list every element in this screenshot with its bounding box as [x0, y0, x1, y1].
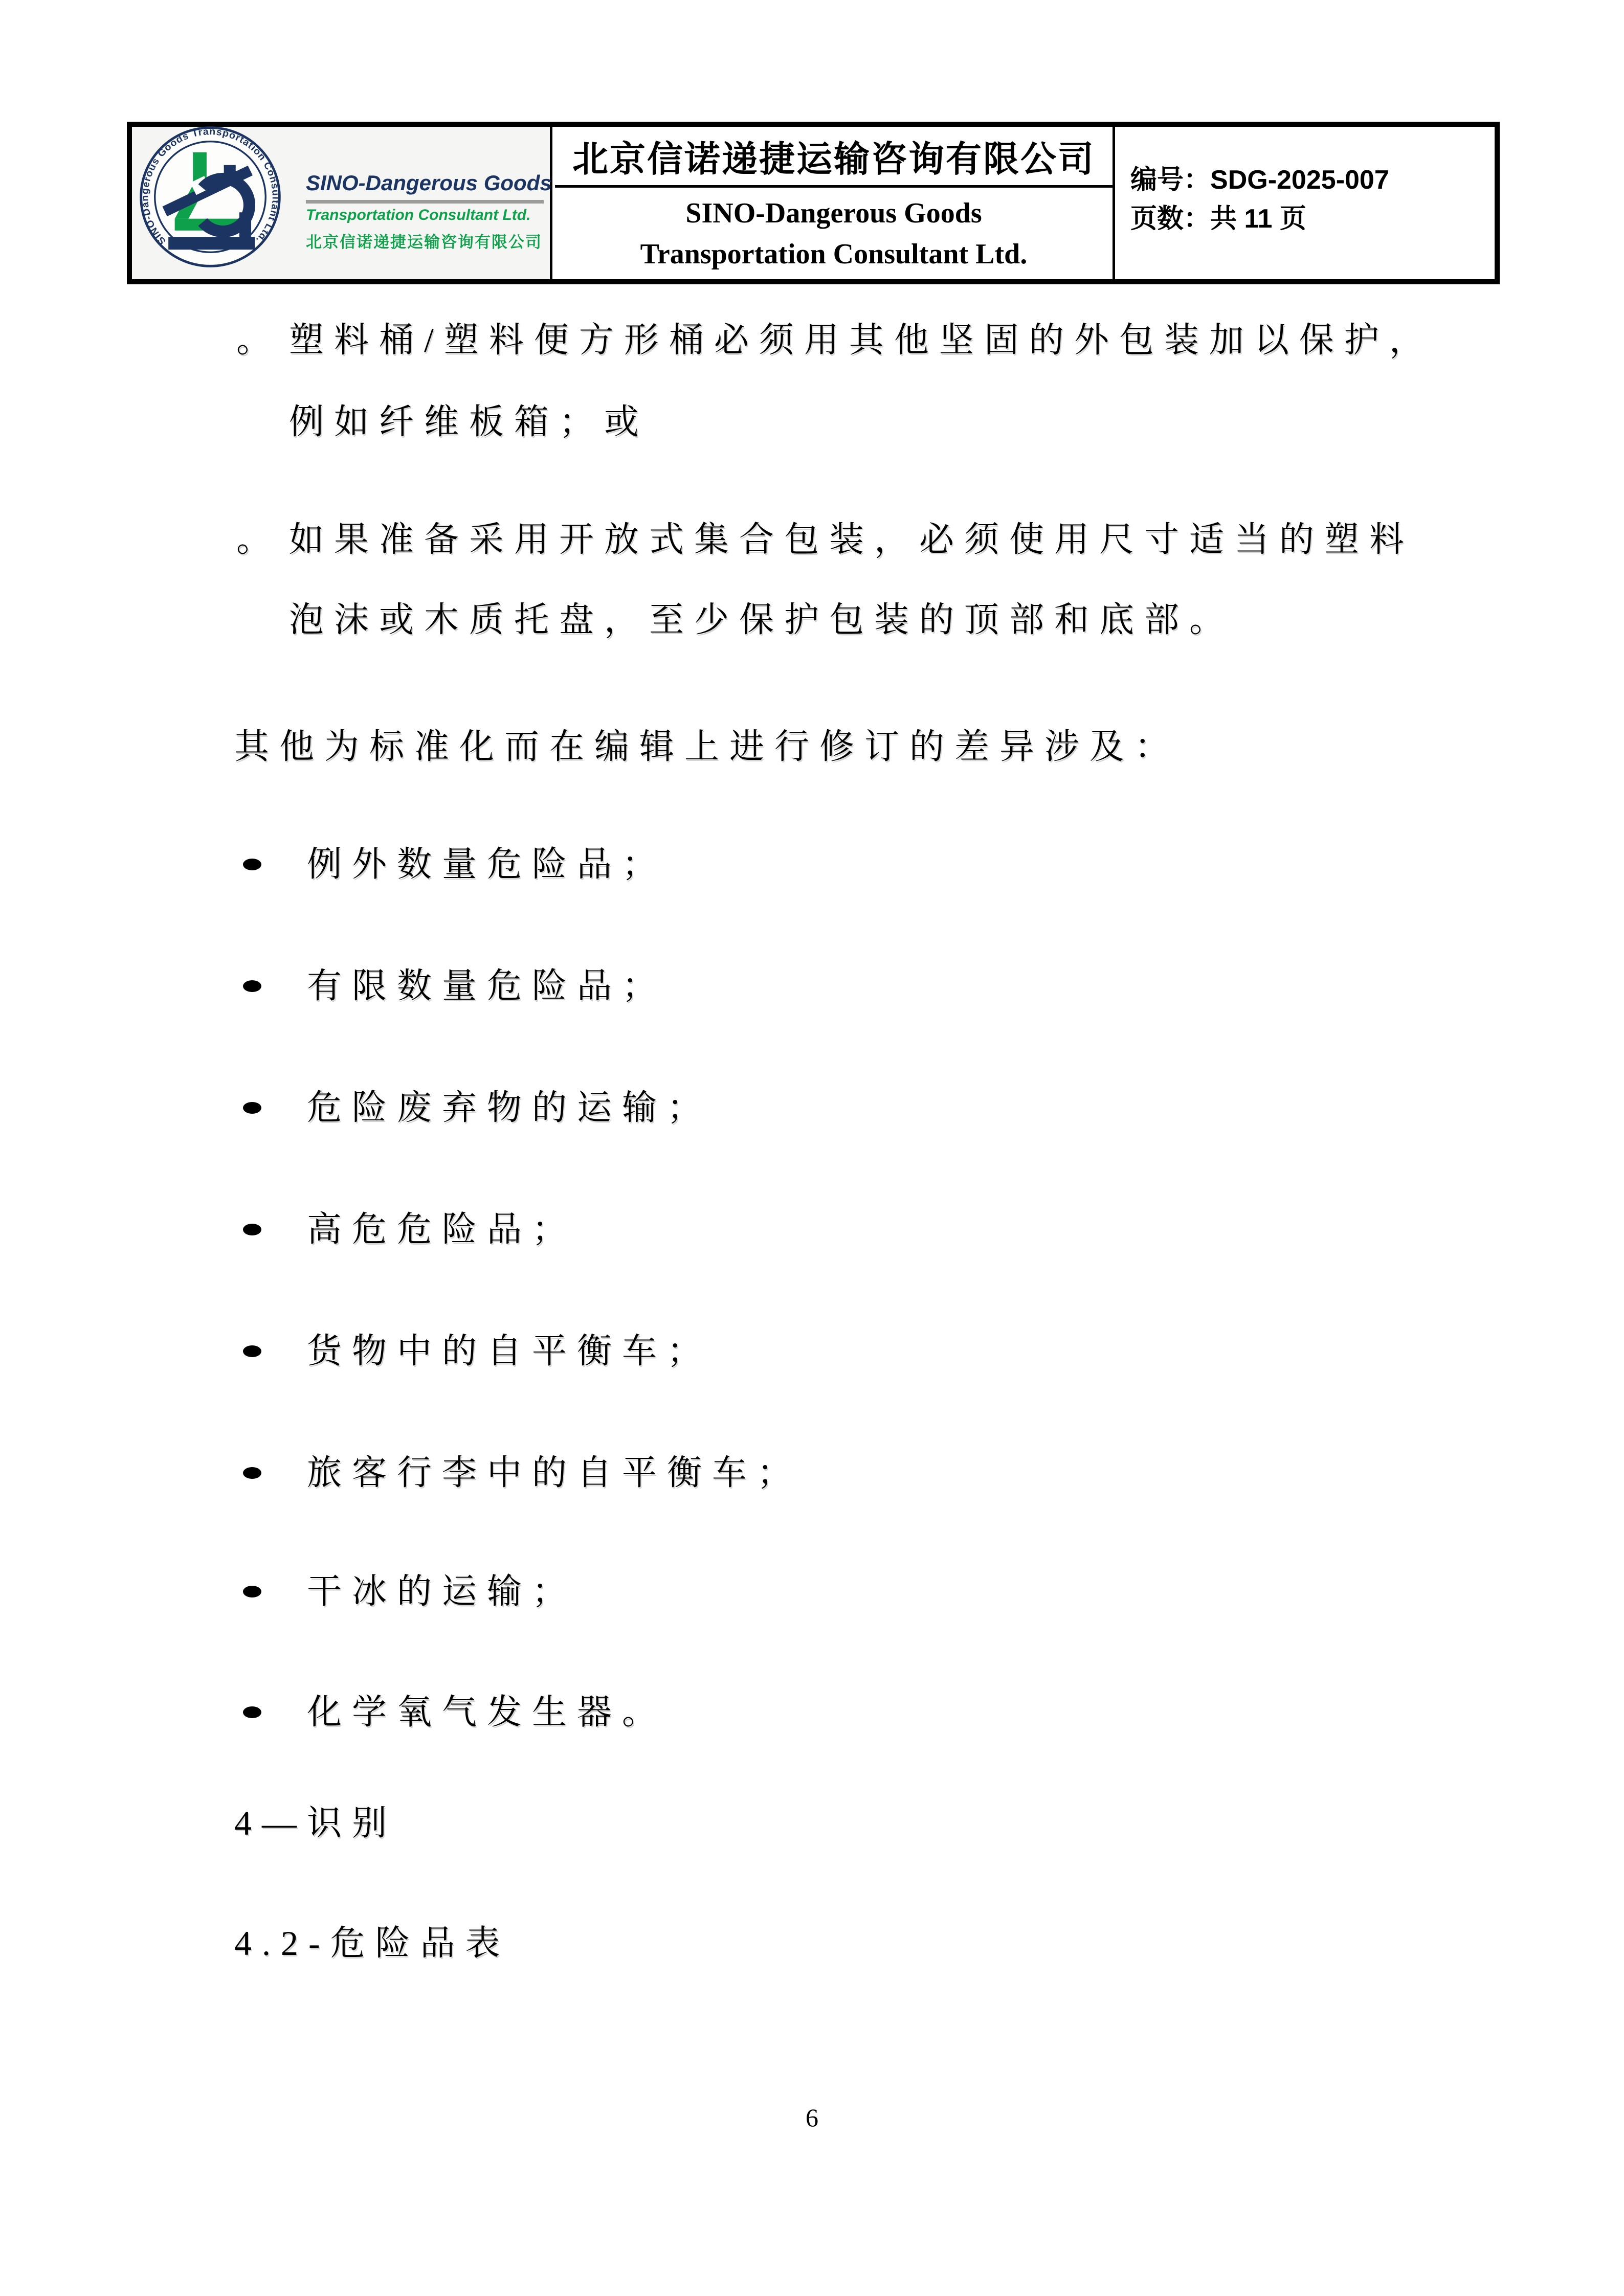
bullet-dot-icon: [243, 1467, 261, 1479]
list-item: 化学氧气发生器。: [307, 1693, 668, 1731]
intro-paragraph: 其他为标准化而在编辑上进行修订的差异涉及：: [234, 727, 1180, 766]
paragraph-line: 例如纤维板箱；或: [289, 402, 650, 441]
header-table: [127, 122, 1500, 284]
header-logo-cell: [132, 127, 552, 279]
logo-wordmark-cn: 北京信诺递捷运输咨询有限公司: [306, 233, 542, 251]
paragraph-line: 塑料桶/塑料便方形桶必须用其他坚固的外包装加以保护，: [289, 321, 1434, 359]
company-name-en-line1: SINO-Dangerous Goods: [685, 197, 982, 229]
bullet-dot-icon: [243, 1102, 261, 1114]
logo-wordmark-en: SINO-Dangerous Goods: [306, 171, 552, 195]
paragraph-line: 泡沫或木质托盘，至少保护包装的顶部和底部。: [289, 600, 1235, 639]
company-emblem-logo: [136, 123, 284, 271]
bullet-dot-icon: [243, 980, 261, 992]
list-item: 危险废弃物的运输；: [307, 1088, 713, 1127]
doc-number-row: [1130, 161, 1389, 199]
doc-number-label: 编号：: [1130, 165, 1211, 195]
company-name-cn: 北京信诺递捷运输咨询有限公司: [555, 127, 1113, 188]
logo-divider-rule: [306, 200, 544, 204]
bullet-dot-icon: [243, 1224, 261, 1235]
bullet-dot-icon: [243, 1586, 261, 1597]
page-count-row: [1130, 199, 1389, 238]
header-meta-cell: [1118, 127, 1495, 279]
list-item: 有限数量危险品；: [307, 966, 668, 1005]
section-heading: 4—识别: [234, 1804, 397, 1842]
emblem-ring-text: SINO-Dangerous Goods Transportation Consultant Ltd.: [139, 126, 281, 247]
paragraph-line: 如果准备采用开放式集合包装，必须使用尺寸适当的塑料: [289, 520, 1415, 559]
logo-wordmark-sub: Transportation Consultant Ltd.: [306, 207, 531, 223]
list-item: 例外数量危险品；: [307, 845, 668, 884]
doc-number-value: SDG-2025-007: [1210, 165, 1389, 195]
list-item: 高危危险品；: [307, 1210, 577, 1249]
page-count-value: 共 11 页: [1210, 204, 1306, 234]
company-name-en-line2: Transportation Consultant Ltd.: [640, 238, 1028, 270]
list-item: 干冰的运输；: [307, 1572, 577, 1611]
header-company-cell: [555, 127, 1115, 279]
page-number: 6: [806, 2103, 818, 2132]
section-heading: 4.2-危险品表: [234, 1924, 510, 1963]
bullet-dot-icon: [243, 1345, 261, 1357]
circle-bullet-marker: 。: [236, 520, 272, 559]
page-count-label: 页数：: [1130, 204, 1211, 234]
bullet-dot-icon: [243, 859, 261, 870]
bullet-dot-icon: [243, 1706, 261, 1718]
list-item: 旅客行李中的自平衡车；: [307, 1453, 803, 1492]
company-name-en: [555, 188, 1113, 279]
list-item: 货物中的自平衡车；: [307, 1332, 713, 1370]
circle-bullet-marker: 。: [236, 321, 272, 359]
